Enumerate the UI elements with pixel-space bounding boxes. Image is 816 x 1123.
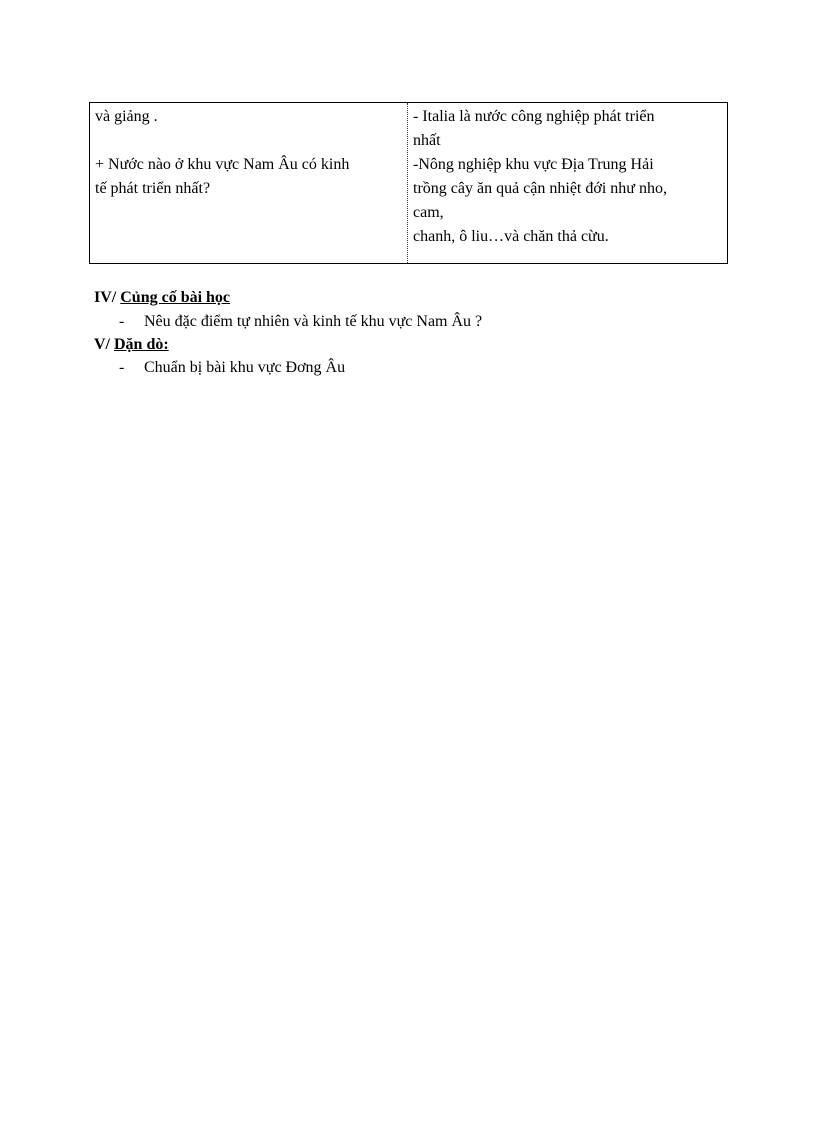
cell-text-line: + Nước nào ở khu vực Nam Âu có kinh [95,156,350,173]
section-title: Dặn dò: [114,336,169,353]
section-title: Củng cố bài học [120,289,231,306]
table-cell-right [408,103,728,264]
cell-text-line: tế phát triển nhất? [95,180,211,197]
section-heading-4 [94,287,230,309]
cell-text-line: -Nông nghiệp khu vực Địa Trung Hải [413,156,654,173]
section-prefix: V/ [94,336,114,353]
bullet-text: Chuẩn bị bài khu vực Đơng Âu [144,359,346,376]
table-row [90,103,728,264]
blank-line [95,129,402,153]
bullet-marker: - [119,359,125,376]
cell-text-line: chanh, ô liu…và chăn thả cừu. [413,228,609,245]
section-heading-5 [94,334,169,356]
cell-text-line: nhất [413,132,441,149]
bullet-marker: - [119,313,125,330]
cell-text-line: trồng cây ăn quả cận nhiệt đới như nho, [413,180,667,197]
lesson-table [89,102,728,264]
table-cell-left [90,103,408,264]
section-prefix: IV/ [94,289,121,306]
bullet-text: Nêu đặc điểm tự nhiên và kinh tế khu vực Nam Âu ? [144,313,483,330]
cell-text-line: và giảng . [95,108,158,125]
cell-text-line: cam, [413,204,444,221]
cell-text-line: - Italia là nước công nghiệp phát triển [413,108,655,125]
